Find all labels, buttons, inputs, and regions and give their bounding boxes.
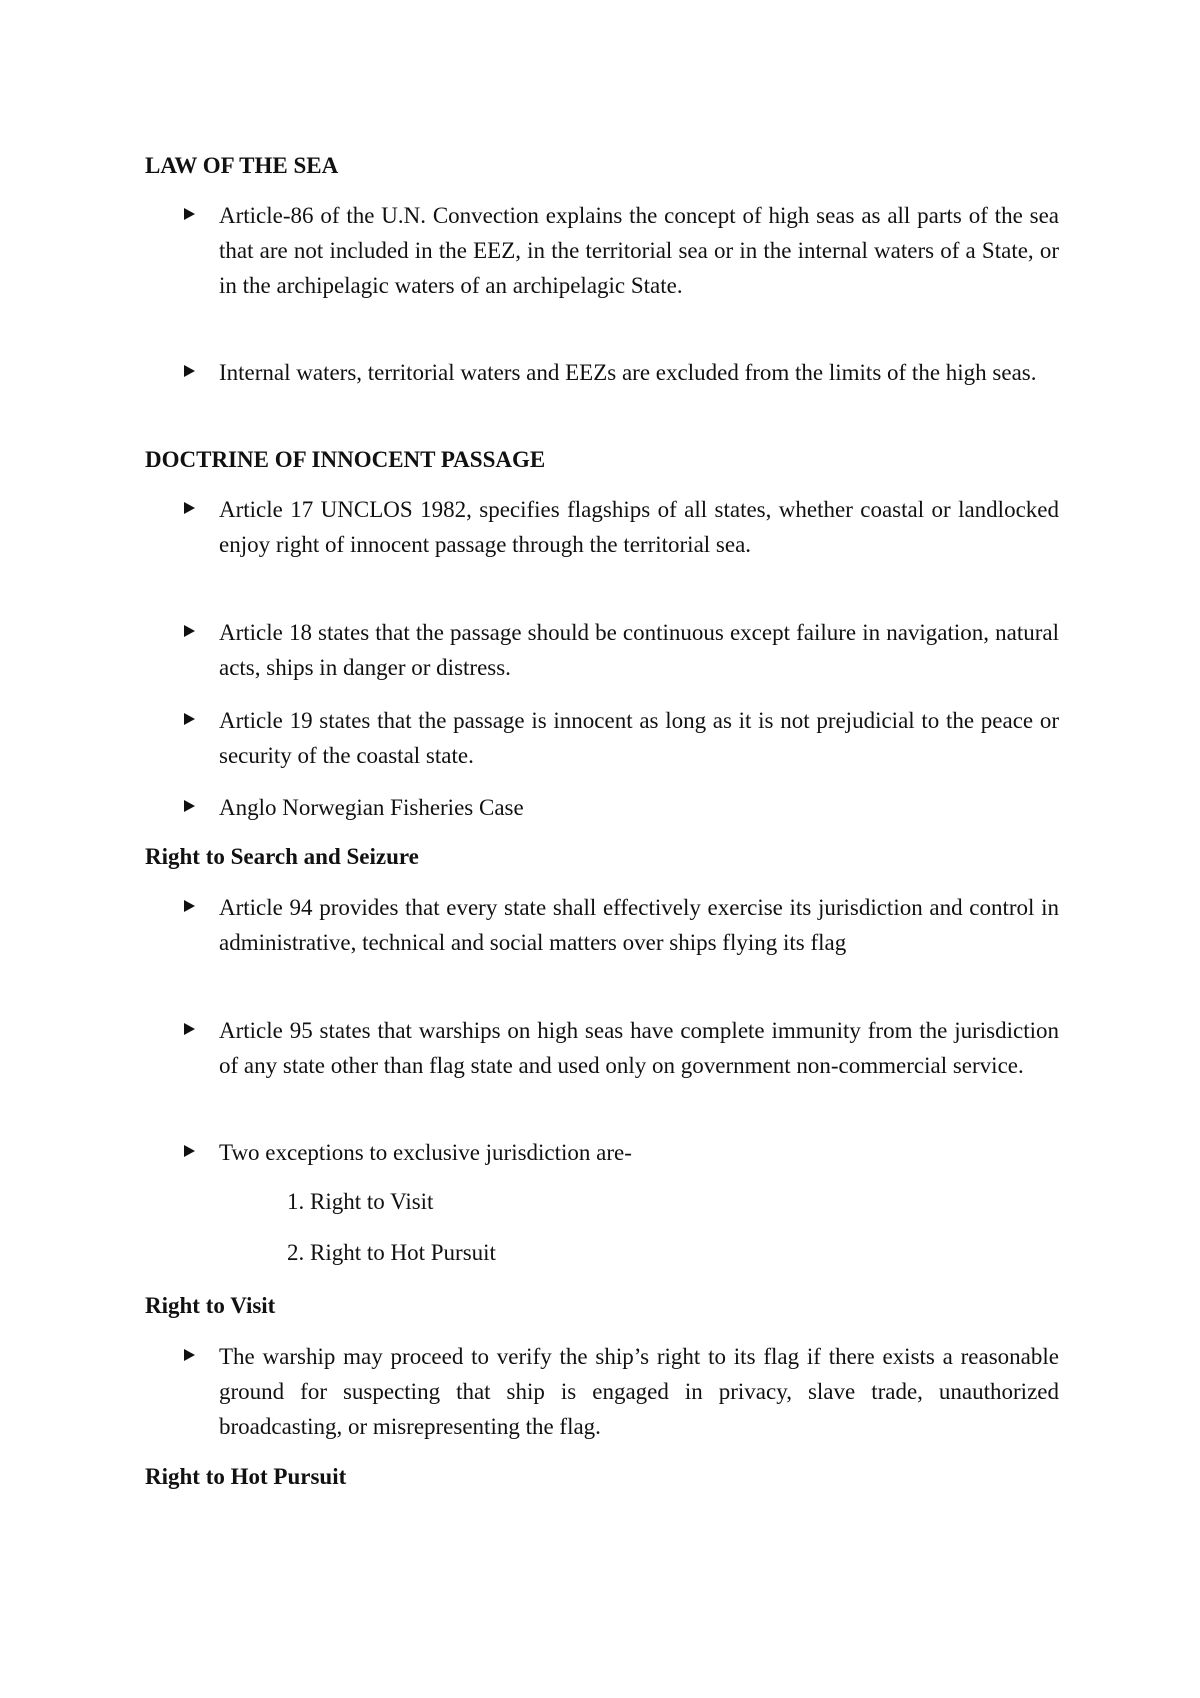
triangle-right-icon: [184, 1023, 195, 1035]
triangle-right-icon: [184, 713, 195, 725]
numbered-item-right-to-visit: 1. Right to Visit: [287, 1189, 434, 1214]
list-item: [184, 198, 1059, 303]
bullet-text: The warship may proceed to verify the ship’s right to its flag if there exists a reasonable ground for suspecting that ship is engaged in privacy, slave trade, unauthorized broadcasting, or misrepresenting the flag.: [219, 1344, 1059, 1439]
bullet-text: Article 18 states that the passage should be continuous except failure in navigation, natural acts, ships in danger or distress.: [219, 620, 1059, 680]
list-item: [184, 890, 1059, 960]
triangle-right-icon: [184, 900, 195, 912]
list-item: [184, 790, 1059, 825]
bullet-text: Two exceptions to exclusive jurisdiction are-: [219, 1140, 632, 1165]
bullet-text: Article 94 provides that every state shall effectively exercise its jurisdiction and control in administrative, technical and social matters over ships flying its flag: [219, 895, 1059, 955]
bullet-text: Article 19 states that the passage is innocent as long as it is not prejudicial to the peace or security of the coastal state.: [219, 708, 1059, 768]
heading-law-of-the-sea: LAW OF THE SEA: [145, 153, 339, 178]
list-item: [184, 492, 1059, 562]
bullet-text: Anglo Norwegian Fisheries Case: [219, 795, 524, 820]
list-item: [184, 355, 1059, 390]
bullet-text: Article 95 states that warships on high seas have complete immunity from the jurisdiction of any state other than flag state and used only on government non-commercial service.: [219, 1018, 1059, 1078]
triangle-right-icon: [184, 365, 195, 377]
list-item: [184, 703, 1059, 773]
triangle-right-icon: [184, 1145, 195, 1157]
triangle-right-icon: [184, 502, 195, 514]
heading-right-to-visit: Right to Visit: [145, 1293, 276, 1318]
triangle-right-icon: [184, 625, 195, 637]
bullet-text: Article 17 UNCLOS 1982, specifies flagships of all states, whether coastal or landlocked enjoy right of innocent passage through the territorial sea.: [219, 497, 1059, 557]
heading-right-to-hot-pursuit: Right to Hot Pursuit: [145, 1464, 347, 1489]
heading-doctrine-of-innocent-passage: DOCTRINE OF INNOCENT PASSAGE: [145, 447, 546, 472]
numbered-item-right-to-hot-pursuit: 2. Right to Hot Pursuit: [287, 1240, 496, 1265]
list-item: [184, 1339, 1059, 1444]
triangle-right-icon: [184, 1349, 195, 1361]
heading-right-to-search-and-seizure: Right to Search and Seizure: [145, 844, 419, 869]
bullet-text: Article-86 of the U.N. Convection explains the concept of high seas as all parts of the sea that are not included in the EEZ, in the territorial sea or in the internal waters of a State, or in the archipelagic waters of an archipelagic State.: [219, 203, 1059, 298]
triangle-right-icon: [184, 208, 195, 220]
list-item: [184, 1135, 1059, 1170]
triangle-right-icon: [184, 800, 195, 812]
list-item: [184, 615, 1059, 685]
list-item: [184, 1013, 1059, 1083]
bullet-text: Internal waters, territorial waters and EEZs are excluded from the limits of the high seas.: [219, 360, 1037, 385]
